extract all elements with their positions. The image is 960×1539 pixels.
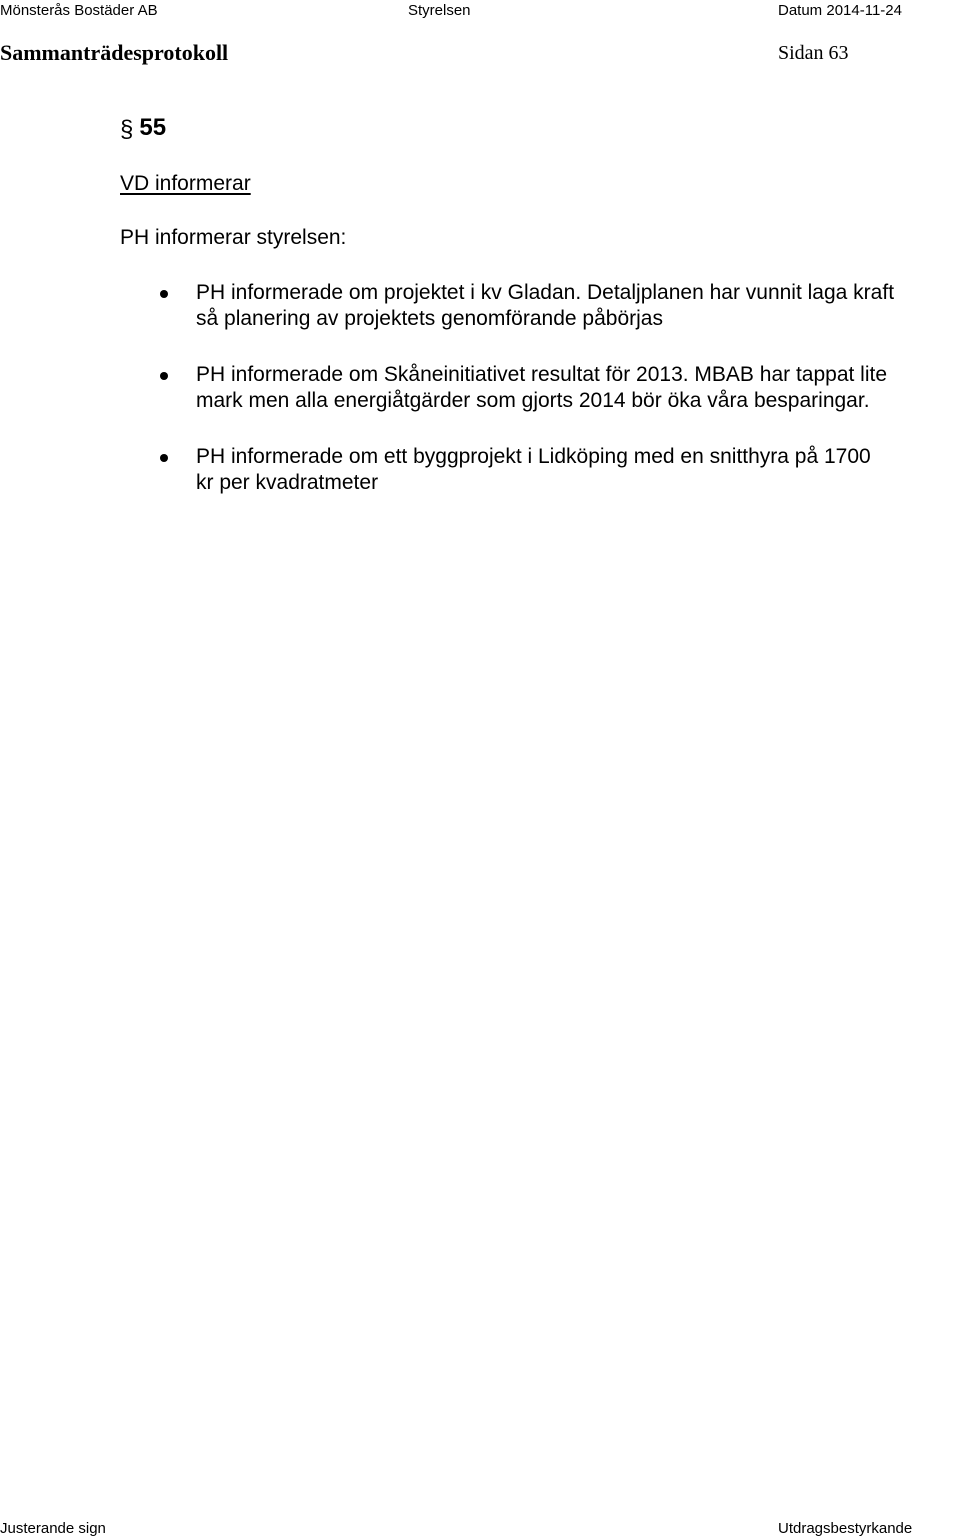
bullet-icon	[160, 290, 168, 298]
footer-signature-label: Justerande sign	[0, 1520, 106, 1537]
list-item-line: PH informerade om ett byggprojekt i Lidköping med en snitthyra på 1700	[196, 445, 871, 468]
bullet-list	[120, 280, 960, 526]
bullet-icon	[160, 372, 168, 380]
page-number: Sidan 63	[778, 42, 849, 64]
list-item-line: kr per kvadratmeter	[196, 471, 379, 494]
list-item	[120, 362, 960, 414]
list-item-line: PH informerade om projektet i kv Gladan. Detaljplanen har vunnit laga kraft	[196, 281, 895, 304]
list-item	[120, 444, 960, 496]
company-name: Mönsterås Bostäder AB	[0, 2, 158, 19]
section-title: VD informerar	[120, 172, 251, 195]
meeting-date: Datum 2014-11-24	[778, 2, 902, 19]
paragraph-heading	[120, 114, 166, 142]
paragraph-number: 55	[139, 114, 167, 141]
board-name: Styrelsen	[408, 2, 471, 19]
bullet-icon	[160, 454, 168, 462]
footer-certification-label: Utdragsbestyrkande	[778, 1520, 913, 1537]
paragraph-sign: §	[120, 116, 134, 143]
list-item	[120, 280, 960, 332]
list-item-line: PH informerade om Skåneinitiativet resultat för 2013. MBAB har tappat lite	[196, 363, 888, 386]
document-title: Sammanträdesprotokoll	[0, 40, 229, 65]
list-item-line: mark men alla energiåtgärder som gjorts 2014 bör öka våra besparingar.	[196, 389, 870, 412]
section-intro: PH informerar styrelsen:	[120, 226, 347, 249]
list-item-line: så planering av projektets genomförande påbörjas	[196, 307, 663, 330]
